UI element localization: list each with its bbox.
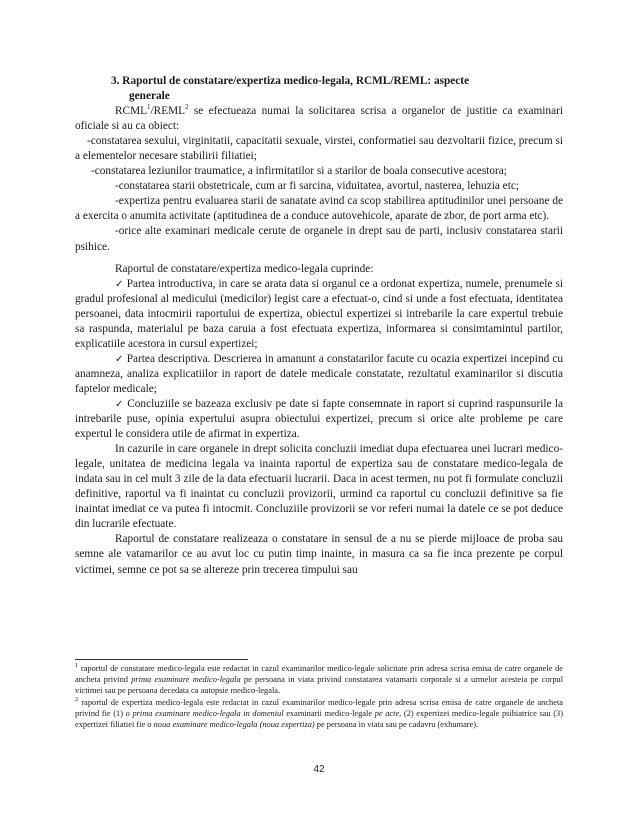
part-item-introductory xyxy=(75,277,563,352)
body-paragraph: In cazurile in care organele in drept solicita concluzii imediat dupa efectuarea unei lucrari medico-legale, unitatea de medicina legala va inainta raportul de expertiza sau de constatare medico-legala de indata sau in cel mult 3 zile de la data efectuarii lucrarii. Daca in acest termen, nu pot fi formulate concluzii definitive, raportul va fi inaintat cu concluzii provizorii, urmind ca raportul cu concluzii definitive sa fie inaintat imediat ce va putea fi intocmit. Concluziile provizorii se vor referi numai la datele ce se pot deduce din lucrarile efectuate. xyxy=(75,443,563,531)
footnote-number: 2 xyxy=(75,695,79,703)
object-item: -expertiza pentru evaluarea starii de sanatate avind ca scop stabilirea aptitudinilor unei persoane de a exercita o anumita activitate (aptitudinea de a conduce autovehicole, aparate de zbor, de port arma etc). xyxy=(75,195,563,223)
part-text: Partea descriptiva. Descrierea in amanunt a constatarilor facute cu ocazia expertizei incepind cu anamneza, analiza explicatiilor in raport de datele medicale constatate, rezultatul examinarilor si discutia faptelor medicale; xyxy=(75,352,563,395)
checkmark-icon: ✓ xyxy=(115,278,124,290)
part-item-conclusions xyxy=(75,397,563,442)
checkmark-icon: ✓ xyxy=(115,353,124,365)
footnote-italic: o prima examinare medico-legala in domeniul xyxy=(125,708,284,718)
footnote-italic: prima examinare medico-legala xyxy=(131,675,241,685)
footnote-ref-2[interactable]: 2 xyxy=(185,103,189,112)
body-text xyxy=(75,74,563,578)
object-item: -constatarea starii obstetricale, cum ar fi sarcina, viduitatea, avortul, nasterea, lehuzia etc; xyxy=(115,180,519,193)
footnote-text: pe persoana in viata sau pe cadavru (exhumare). xyxy=(314,720,479,730)
reml-abbrev: /REML xyxy=(150,105,186,118)
footnote-number: 1 xyxy=(75,662,79,670)
footnote-ref-1[interactable]: 1 xyxy=(147,103,151,112)
object-item: -constatarea sexului, virginitatii, capacitatii sexuale, virstei, conformatiei sau dezvoltarii fizice, precum si a elementelor necesare stabilirii filiatiei; xyxy=(75,135,563,163)
footnote-text: raportul de constatare medico-legala este redactat in cazul examinarilor medico-legale solicitate prin adresa scrisa emisa de catre organele de ancheta privind xyxy=(75,664,563,685)
footnote-text: pe persoana in viata privind constatarea vatamarii corporale si a urmelor acesteia pe corpul victimei sau pe persoana decedata ca autopsie medico-legala. xyxy=(75,675,564,696)
footnote-1 xyxy=(75,663,563,697)
footnote-2 xyxy=(75,697,563,731)
part-text: Concluziile se bazeaza exclusiv pe date si fapte consemnate in raport si cuprind raspunsurile la intrebarile puse, opinia expertului asupra obiectului expertizei, precum si orice alte probleme pe care expertul le considera utile de afirmat in expertiza. xyxy=(75,397,563,441)
rcml-abbrev: RCML xyxy=(115,105,148,118)
object-item: -constatarea leziunilor traumatice, a infirmitatilor si a starilor de boala consecutive acestora; xyxy=(91,165,507,178)
footnote-separator xyxy=(75,659,248,660)
object-item: -orice alte examinari medicale cerute de organele in drept sau de parti, inclusiv constatarea starii psihice. xyxy=(75,225,563,253)
section-heading-line2: generale xyxy=(129,90,170,103)
part-text: Partea introductiva, in care se arata data si organul ce a ordonat expertiza, numele, prenumele si gradul profesional al medicului (medicilor) legist care a efectuat-o, cind si unde a fost efectuata, identitatea persoanei, data intocmirii raportului de expertiza, obiectul expertizei si intrebarile la care expertul trebuie sa raspunda, materialul pe baza caruia a fost efectuata expertiza, informarea si consimtamintul partilor, explicatiile acestora in cursul expertizei; xyxy=(75,277,563,350)
intro-text: se efectueaza numai la solicitarea scrisa a organelor de justitie ca examinari oficiale si au ca obiect: xyxy=(75,105,563,133)
page-number: 42 xyxy=(313,764,325,775)
body-paragraph: Raportul de constatare realizeaza o constatare in sensul de a nu se pierde mijloace de proba sau semne ale vatamarilor ce au avut loc cu putin timp inainte, in masura ca sa fie inca prezente pe corpul victimei, semne ce pot sa se altereze prin trecerea timpului sau xyxy=(75,533,563,576)
footnote-text: , (2) expertizei medico-legale psihiatrice sau (3) expertizei filiatiei fie o xyxy=(75,708,564,730)
section-heading xyxy=(75,74,563,104)
intro-paragraph xyxy=(75,104,563,134)
part-item-descriptive xyxy=(75,352,563,397)
contents-intro: Raportul de constatare/expertiza medico-legala cuprinde: xyxy=(115,262,374,275)
section-heading-line1: 3. Raportul de constatare/expertiza medico-legala, RCML/REML: aspecte xyxy=(111,75,470,87)
footnote-italic: pe acte xyxy=(374,708,400,718)
footnote-italic: noua examinare medico-legala (noua expertiza) xyxy=(153,720,315,730)
footnote-text: raportul de expertiza medico-legala este redactat in cazul examinarilor medico-legale prin adresa scrisa emisa de catre organele de ancheta privind fie (1) xyxy=(75,697,563,718)
checkmark-icon: ✓ xyxy=(115,398,124,410)
footnotes xyxy=(75,663,563,730)
footnote-text: examinarii medico-legale xyxy=(283,708,375,718)
